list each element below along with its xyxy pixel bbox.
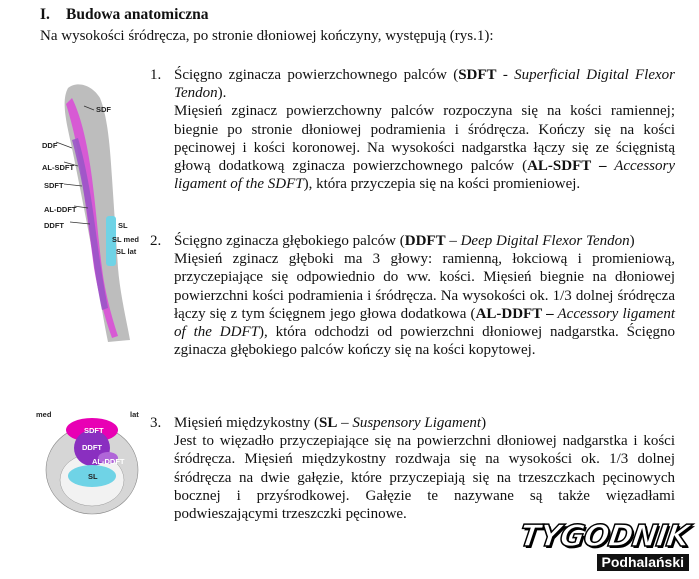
title-prefix: Ścięgno zginacza głębokiego palców (: [174, 233, 405, 249]
label-sdft: SDFT: [44, 181, 64, 190]
label-sl: SL: [118, 221, 128, 230]
section-title: Budowa anatomiczna: [66, 6, 209, 23]
label-sdf: SDF: [96, 105, 111, 114]
label-ddf: DDF: [42, 141, 58, 150]
description-part-a: Mięsień zginacz powierzchowny palców rozpoczyna się na kości ramiennej; biegnie po stronie dłoniowej podramienia i śródręcza. Kończy się na kości pęcinowej i kości koronowej. Na wysokości nadgarstka łączy się ze ścięgnistą głową dodatkową zginacza powierzchownego palców (: [174, 103, 675, 175]
title-english: Superficial Digital Flexor Tendon: [174, 67, 676, 102]
list-item-sl: [150, 414, 675, 523]
description-part-a: Mięsień zginacz głęboki ma 3 głowy: ramienną, łokciową i promieniową, przyczepiające się odpowiednio do ww. kości. Mięsień biegnie na dłoniowej powierzchni kości podramienia i śródręcza. Na wysokości ok. 1/3 dolnej śródręcza łączy się z tym ścięgnem jego głowa dodatkowa (: [174, 251, 675, 322]
label-med: med: [36, 410, 52, 419]
title-dash: –: [445, 233, 461, 249]
title-abbreviation: DDFT: [404, 233, 446, 249]
title-dash: -: [496, 67, 515, 83]
logo-brand: TYGODNIK: [517, 519, 692, 554]
item-title: [174, 415, 486, 431]
section-number: I.: [40, 6, 50, 23]
list-marker: 1.: [150, 67, 162, 83]
inline-english: Accessory ligament of the DDFT: [174, 305, 675, 341]
item-description: [174, 251, 675, 358]
item-title: [174, 67, 675, 101]
title-prefix: Ścięgno zginacza powierzchownego palców (: [174, 67, 459, 83]
label-sdft-section: SDFT: [84, 426, 104, 435]
list-item-ddft: [150, 232, 675, 359]
label-al-ddft: AL-DDFT: [44, 205, 77, 214]
title-english: Suspensory Ligament: [352, 415, 482, 431]
list-marker: 3.: [150, 415, 162, 431]
title-prefix: Mięsień międzykostny (: [174, 415, 319, 431]
section-intro: Na wysokości śródręcza, po stronie dłoniowej kończyny, występują (rys.1):: [40, 28, 494, 44]
title-suffix: ): [629, 233, 635, 249]
inline-english: Accessory ligament of the SDFT: [174, 158, 675, 193]
inline-abbreviation: AL-SDFT –: [527, 158, 607, 175]
title-suffix: ).: [217, 85, 227, 102]
title-dash: –: [337, 415, 353, 431]
item-description: [174, 103, 675, 192]
cross-section-figure: [34, 408, 144, 518]
label-lat: lat: [130, 410, 139, 419]
title-english: Deep Digital Flexor Tendon: [460, 233, 630, 249]
label-sl-section: SL: [88, 472, 98, 481]
label-al-sdft: AL-SDFT: [42, 163, 75, 172]
section-heading: [40, 6, 209, 24]
list-item-sdft: [150, 66, 675, 193]
tygodnik-logo: [503, 517, 693, 575]
label-al-ddft-section: AL-DDFT: [92, 457, 125, 466]
item-title: [174, 233, 635, 249]
description-part-b: ), która odchodzi od powierzchni dłoniowej nadgarstka. Ścięgno zginacza głębokiego palców kończy się na kości kopytowej.: [174, 324, 675, 359]
inline-abbreviation: AL-DDFT –: [475, 305, 554, 322]
title-suffix: ): [481, 415, 487, 431]
item-description: Jest to więzadło przyczepiające się na powierzchni dłoniowej nadgarstka i kości śródręcza. Mięsień międzykostny rozdwaja się na wysokości ok. 1/3 dolnej śródręcza na dwie gałęzie, które przyczepiają się na trzeszczkach pęcinowych bocznej i przyśrodkowej. Gałęzie te nazywane są także więzadłami podwieszającymi trzeszczki pęcinowe.: [174, 433, 675, 523]
title-abbreviation: SL: [318, 415, 338, 431]
label-ddft: DDFT: [44, 221, 64, 230]
list-marker: 2.: [150, 233, 162, 249]
logo-subtitle: Podhalański: [597, 554, 689, 571]
label-ddft-section: DDFT: [82, 443, 102, 452]
label-sl-lat: SL lat: [116, 247, 137, 256]
label-sl-med: SL med: [112, 235, 139, 244]
description-part-b: ), która przyczepia się na kości promieniowej.: [303, 176, 581, 193]
limb-anatomy-figure: [38, 78, 148, 348]
title-abbreviation: SDFT: [458, 67, 497, 83]
